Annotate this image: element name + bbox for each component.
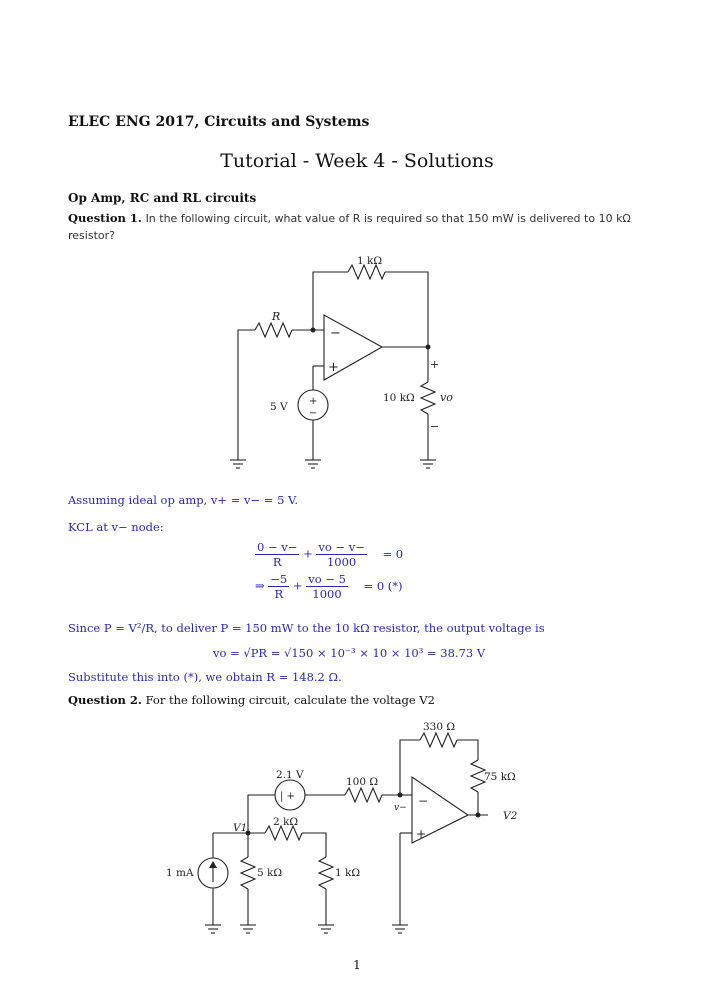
label-1k: 1 kΩ [357,255,383,267]
course-header: ELEC ENG 2017, Circuits and Systems [68,114,370,130]
question-2-label: Question 2. [68,693,142,707]
eq2-den2: 1000 [312,587,342,601]
label-2-1v: 2.1 V [276,769,304,781]
source-minus: − [309,408,318,419]
label-330: 330 Ω [423,721,456,733]
eq1-op: + [303,546,313,561]
label-2k: 2 kΩ [273,816,299,828]
opamp-plus: + [328,360,339,375]
question-1-text: In the following circuit, what value of R is required so that 150 mW is delivered to 10 kΩ resistor? [68,212,631,242]
eq2-lhs: ⇒ [255,578,265,593]
vo-minus: − [430,420,440,433]
eq2-op: + [292,578,303,593]
label-v1: V1 [233,822,248,834]
label-vminus: v− [394,803,407,813]
label-75k: 75 kΩ [484,771,516,783]
label-r: R [272,310,281,323]
equation-1 [255,540,403,569]
circuit-1-diagram [220,250,480,470]
opamp2-minus: − [418,794,429,808]
sol1-line2: KCL at v− node: [68,520,164,534]
vo-plus: + [430,358,440,371]
label-5k: 5 kΩ [257,867,283,879]
page-number: 1 [353,958,361,972]
label-v2: V2 [503,810,518,822]
question-1 [68,210,648,244]
eq1-den2: 1000 [326,555,357,569]
opamp-minus: − [330,326,341,341]
eq2-num1: −5 [270,572,288,586]
question-2-text: For the following circuit, calculate the voltage V2 [145,693,435,707]
circuit-2-diagram [150,715,540,945]
label-1k-2: 1 kΩ [335,867,361,879]
eq1-num1: 0 − v− [257,540,298,554]
label-1ma: 1 mA [166,867,194,879]
equation-3: vo = √PR = √150 × 10⁻³ × 10 × 10³ = 38.73 V [213,646,486,660]
opamp2-plus: + [416,827,427,841]
source-plus: + [309,396,318,407]
label-100: 100 Ω [346,776,379,788]
eq2-num2: vo − 5 [308,572,346,586]
label-vo: vo [440,391,453,404]
question-2 [68,692,648,709]
label-5v: 5 V [270,401,288,413]
page-title: Tutorial - Week 4 - Solutions [220,150,494,172]
eq2-rhs: = 0 (*) [363,578,403,593]
eq1-rhs: = 0 [382,546,404,561]
sol1-line3: Since P = V²/R, to deliver P = 150 mW to the 10 kΩ resistor, the output voltage is [68,621,545,635]
eq1-num2: vo − v− [318,540,365,554]
eq2-den1: R [274,587,284,601]
sol1-line4: Substitute this into (*), we obtain R = 148.2 Ω. [68,670,342,684]
question-1-label: Question 1. [68,211,142,225]
source2-polarity: | + [280,791,295,802]
equation-2 [255,572,403,601]
eq1-den1: R [272,555,282,569]
section-heading: Op Amp, RC and RL circuits [68,191,257,205]
label-10k: 10 kΩ [383,392,415,404]
sol1-line1: Assuming ideal op amp, v+ = v− = 5 V. [68,493,299,507]
